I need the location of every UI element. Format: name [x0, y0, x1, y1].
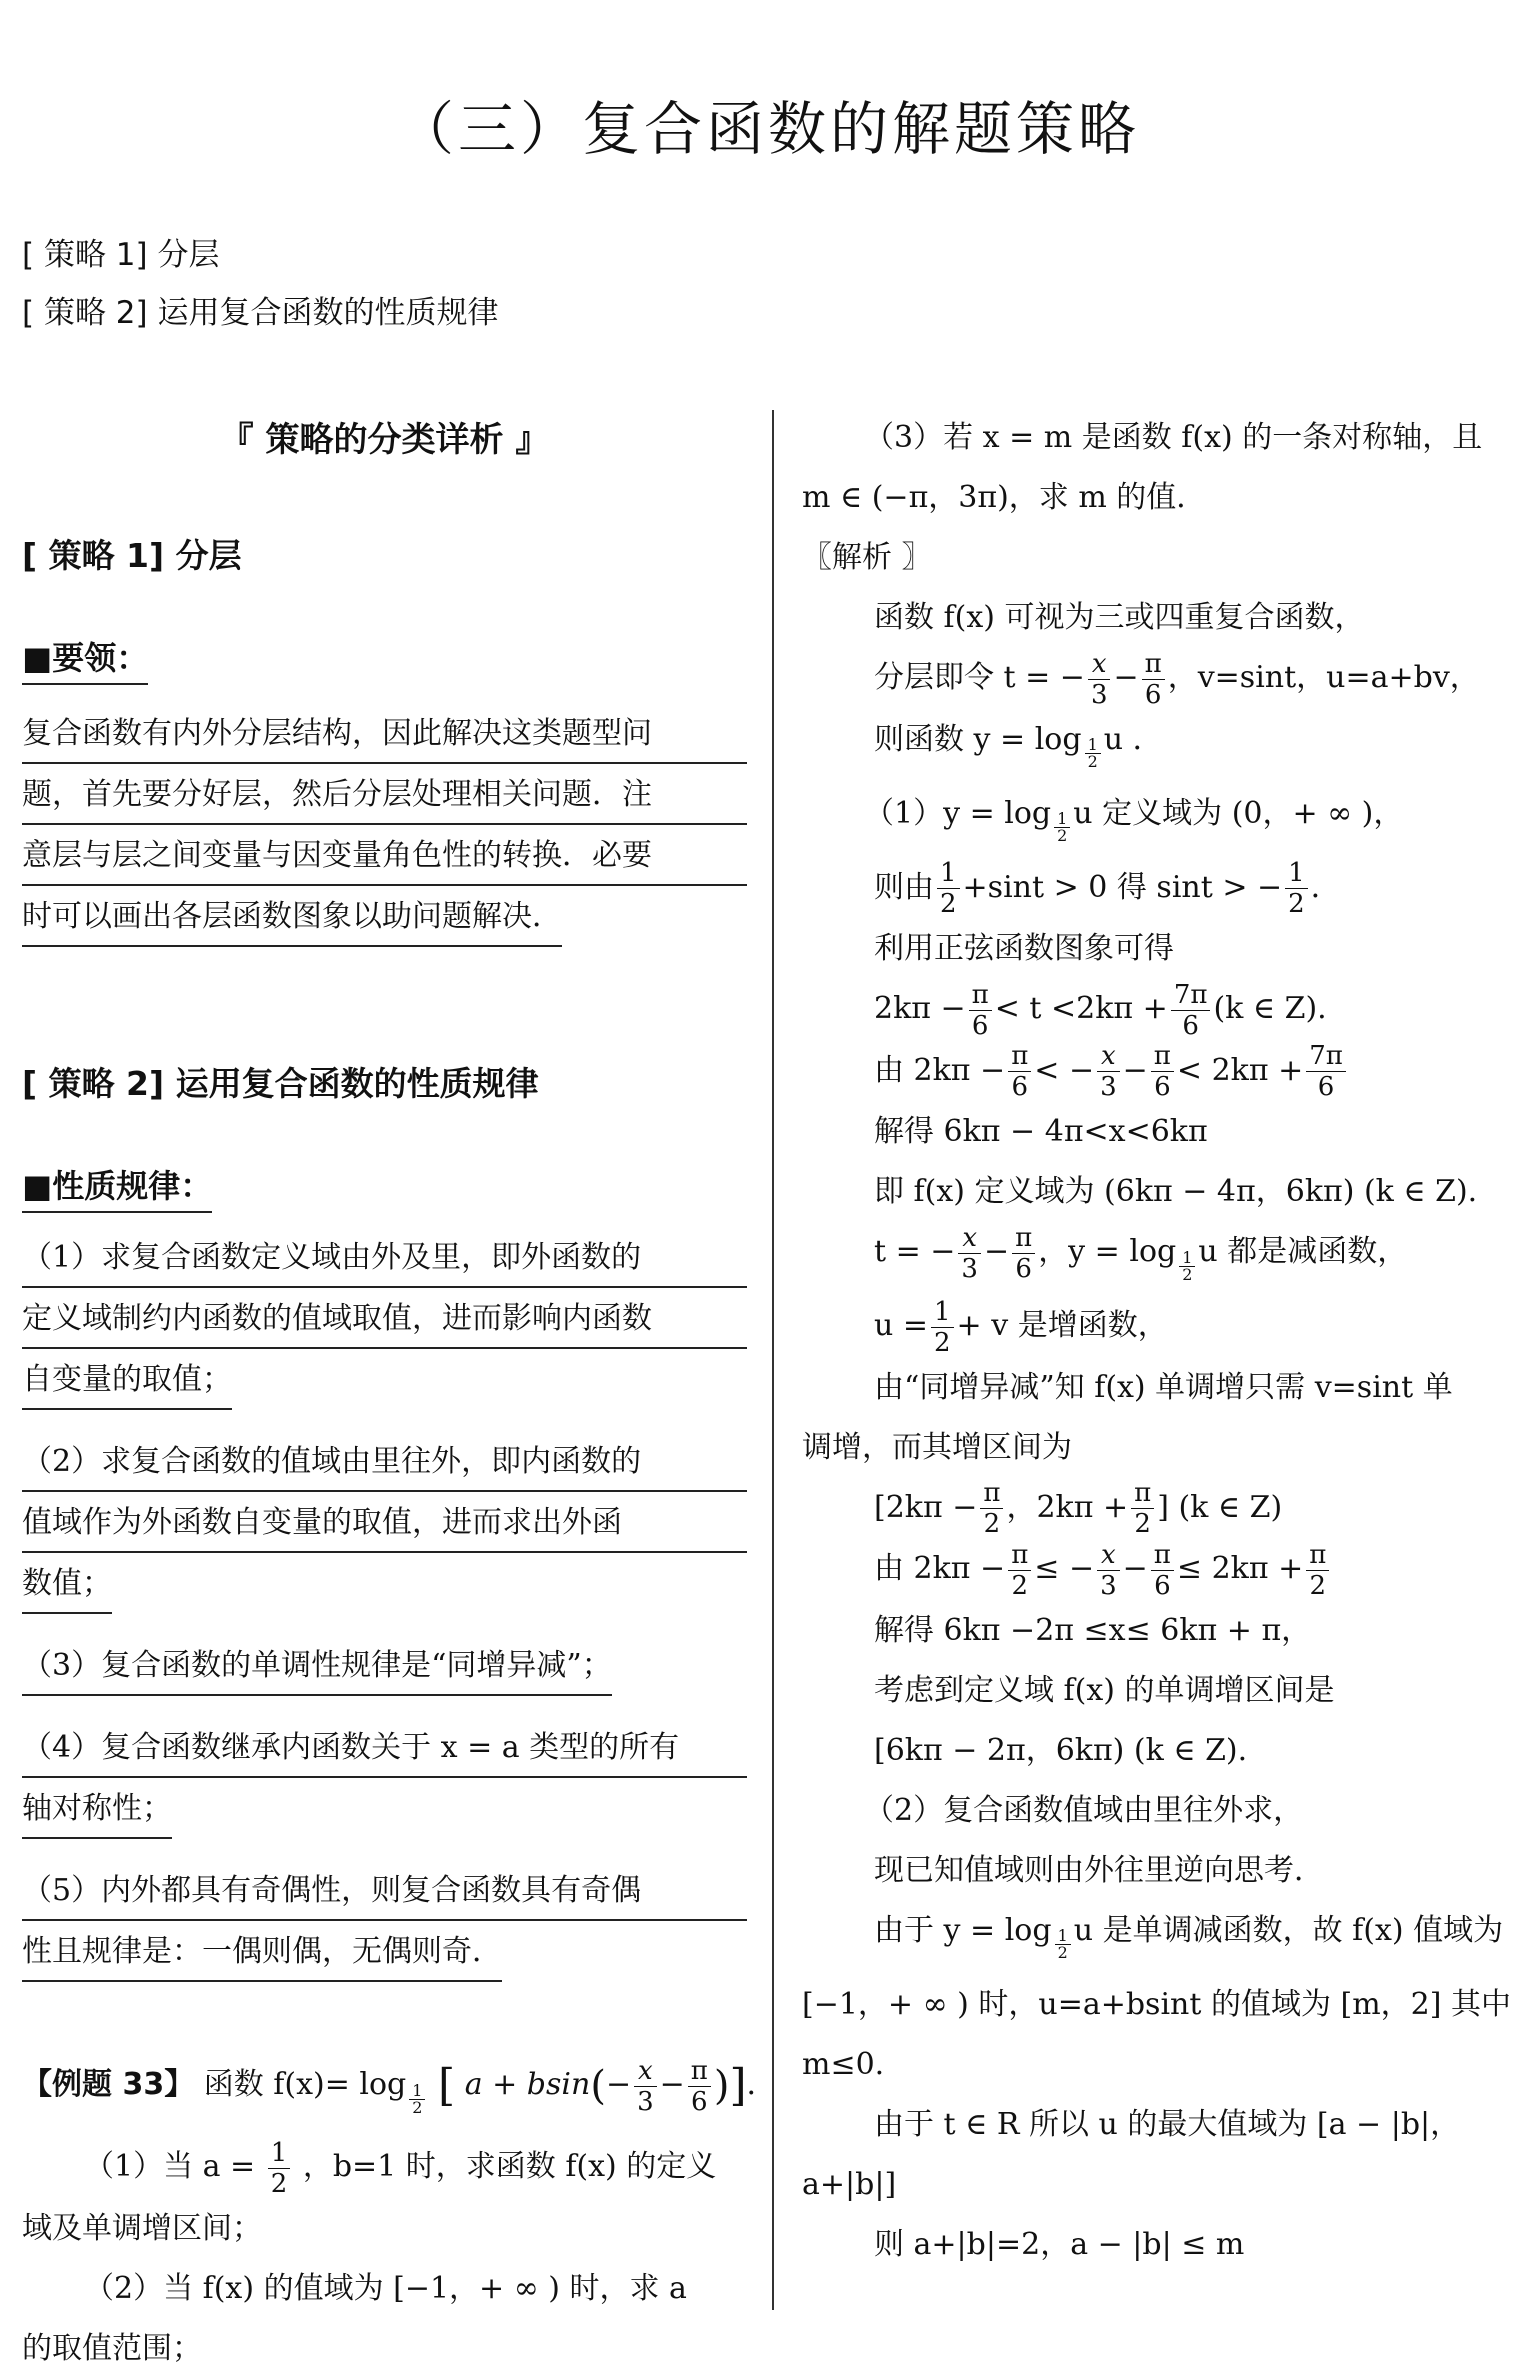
strategy-list-item: [ 策略 1] 分层 — [22, 237, 220, 273]
example-q2: （2）当 f(x) 的值域为 [−1，+ ∞ ) 时，求 a — [84, 2270, 687, 2306]
strategy-list — [22, 226, 498, 342]
example-q2-cont: 的取值范围； — [22, 2330, 202, 2366]
property-line: （4）复合函数继承内函数关于 x = a 类型的所有 — [22, 1717, 747, 1778]
key-points-line: 题，首先要分好层，然后分层处理相关问题．注 — [22, 764, 747, 825]
section-heading: 『 策略的分类详析 』 — [219, 420, 550, 460]
strategy1-heading: [ 策略 1] 分层 — [22, 536, 242, 575]
property-line: （1）求复合函数定义域由外及里，即外函数的 — [22, 1227, 747, 1288]
solution-line: 解得 6kπ −2π ≤x≤ 6kπ + π， — [874, 1612, 1312, 1648]
left-column — [22, 408, 777, 2379]
solution-line: 则 a+|b|=2，a − |b| ≤ m — [874, 2226, 1245, 2262]
example-q3: （3）若 x = m 是函数 f(x) 的一条对称轴，且 — [864, 420, 1483, 455]
strategy2-heading: [ 策略 2] 运用复合函数的性质规律 — [22, 1064, 539, 1103]
property-line: （5）内外都具有奇偶性，则复合函数具有奇偶 — [22, 1860, 747, 1921]
example-q1: （1）当 a = $\frac{1}{2}$ ，b=1 时，求函数 f(x) 的定义 — [84, 2137, 717, 2199]
solution-line: 由“同增异减”知 f(x) 单调增只需 v=sint 单 — [874, 1369, 1453, 1405]
column-divider — [772, 410, 774, 2310]
right-column — [802, 408, 1526, 2275]
property-line: 值域作为外函数自变量的取值，进而求出外函 — [22, 1492, 747, 1553]
key-points-label: ■要领： — [22, 633, 148, 685]
solution-line: 调增，而其增区间为 — [802, 1429, 1072, 1465]
solution-line: 解得 6kπ − 4π<x<6kπ — [874, 1114, 1208, 1149]
solution-line: 考虑到定义域 f(x) 的单调增区间是 — [874, 1672, 1335, 1708]
strategy-list-item: [ 策略 2] 运用复合函数的性质规律 — [22, 295, 499, 331]
solution-line: a+|b|] — [802, 2166, 897, 2202]
analysis-label: 〖解析 〗 — [802, 540, 932, 575]
solution-line: 由于 t ∈ R 所以 u 的最大值域为 [a − |b|， — [874, 2106, 1461, 2142]
example-function: 函数 f(x)= log — [203, 2067, 407, 2102]
example-label: 【例题 33】 — [22, 2067, 195, 2102]
solution-line: m≤0. — [802, 2046, 885, 2082]
solution-line: 由 2kπ − $\frac{\pi}{6}$ < − $\frac{x}{3}$ − $\frac{\pi}{6}$ < 2kπ + $\frac{7\pi}{6}$ — [802, 1041, 1526, 1103]
solution-line: 即 f(x) 定义域为 (6kπ − 4π，6kπ) (k ∈ Z). — [874, 1174, 1478, 1209]
property-line: 数值； — [22, 1553, 112, 1614]
property-line: 自变量的取值； — [22, 1349, 232, 1410]
property-text — [22, 1227, 747, 2003]
example-q1-cont: 域及单调增区间； — [22, 2210, 262, 2246]
property-label: ■性质规律： — [22, 1161, 212, 1213]
key-points-line: 复合函数有内外分层结构，因此解决这类题型问 — [22, 703, 747, 764]
page-title: （三）复合函数的解题策略 — [395, 95, 1140, 163]
example-stem: 【例题 33】 函数 f(x)= log $_{\frac{1}{2}}$ [ a + bsin(− $\frac{x}{3}$ − $\frac{\pi}{6}$ )]． — [22, 2055, 777, 2117]
solution-line: 2kπ − $\frac{\pi}{6}$ < t <2kπ + $\frac{7\pi}{6}$ (k ∈ Z). — [874, 979, 1327, 1041]
property-line: （3）复合函数的单调性规律是“同增异减”； — [22, 1635, 612, 1696]
property-line: 性且规律是：一偶则偶，无偶则奇． — [22, 1921, 502, 1982]
solution-line: 函数 f(x) 可视为三或四重复合函数， — [874, 600, 1365, 635]
solution-line: t = − $\frac{x}{3}$ − $\frac{\pi}{6}$ ，y = log $_{\frac{1}{2}}$ u 都是减函数， — [874, 1222, 1408, 1284]
key-points-text — [22, 703, 747, 968]
solution-line: [2kπ − $\frac{\pi}{2}$ ，2kπ + $\frac{\pi}{2}$ ] (k ∈ Z) — [874, 1478, 1283, 1539]
key-points-line: 时可以画出各层函数图象以助问题解决． — [22, 886, 562, 947]
solution-line: [6kπ − 2π，6kπ) (k ∈ Z). — [874, 1732, 1248, 1768]
solution-line: 则函数 y = log $_{\frac{1}{2}}$ u ． — [874, 721, 1163, 771]
solution-line: 分层即令 t = − $\frac{x}{3}$ − $\frac{\pi}{6}$ ，v=sint，u=a+bv， — [874, 648, 1480, 710]
solution-line: 则由 $\frac{1}{2}$ +sint > 0 得 sint > − $\frac{1}{2}$ ． — [874, 858, 1341, 919]
solution-line: 由 2kπ − $\frac{\pi}{2}$ ≤ − $\frac{x}{3}$ − $\frac{\pi}{6}$ ≤ 2kπ + $\frac{\pi}{2}$ — [802, 1539, 1526, 1601]
property-line: 轴对称性； — [22, 1778, 172, 1839]
solution-line: [−1，+ ∞ ) 时，u=a+bsint 的值域为 [m，2] 其中 — [802, 1986, 1511, 2022]
solution-line: （2）复合函数值域由里往外求， — [864, 1792, 1304, 1828]
solution-line: 由于 y = log $_{\frac{1}{2}}$ u 是单调减函数，故 f(x) 值域为 — [874, 1912, 1504, 1962]
solution-line: 现已知值域则由外往里逆向思考． — [874, 1852, 1324, 1888]
solution-line: （1）y = log $_{\frac{1}{2}}$ u 定义域为 (0，+ ∞ )， — [864, 795, 1404, 845]
example-q3-cont: m ∈ (−π，3π)，求 m 的值． — [802, 480, 1207, 515]
property-line: （2）求复合函数的值域由里往外，即内函数的 — [22, 1431, 747, 1492]
solution-line: u = $\frac{1}{2}$ + v 是增函数， — [874, 1296, 1168, 1358]
property-line: 定义域制约内函数的值域取值，进而影响内函数 — [22, 1288, 747, 1349]
key-points-line: 意层与层之间变量与因变量角色性的转换．必要 — [22, 825, 747, 886]
solution-line: 利用正弦函数图象可得 — [874, 931, 1174, 966]
